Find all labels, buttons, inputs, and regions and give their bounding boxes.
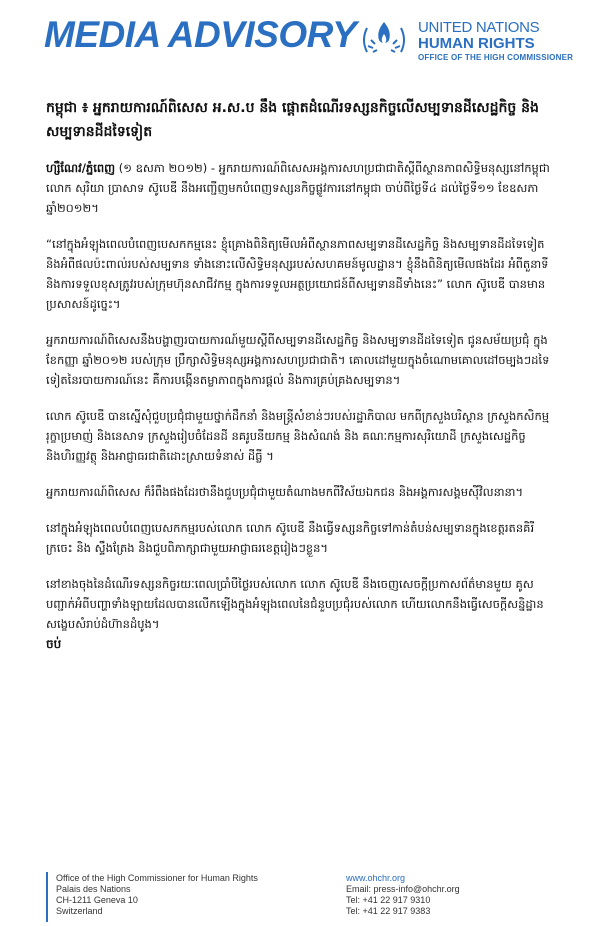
paragraph-6: នៅក្នុងអំឡុងពេលបំពេញបេសកកម្មរបស់លោក លោក ស៊ូបេឌី នឹងធ្វើទស្សនកិច្ចទៅកាន់តំបន់សម្បទានក្នុងខេត្តរតនគិរី ក្រចេះ និង ស្ទឹងត្រែង និងជួបពិភាក្សាជាមួយអាជ្ញាធរខេត្តរៀងៗខ្លួន។ xyxy=(46,521,535,555)
org-line-2: HUMAN RIGHTS xyxy=(418,35,535,52)
advisory-heading: កម្ពុជា ៖ អ្នករាយការណ៍ពិសេស អ.ស.ប នឹង ផ្តោតដំណើរទស្សនកិច្ចលើសម្បទានដីសេដ្ឋកិច្ច និងសម្បទានដីដទៃទៀត xyxy=(46,100,539,140)
footer-divider xyxy=(46,872,48,922)
address-line: Palais des Nations xyxy=(56,884,131,894)
paragraph-2: “នៅក្នុងអំឡុងពេលបំពេញបេសកកម្មនេះ ខ្ញុំគ្រោងពិនិត្យមើលអំពីស្ថានភាពសម្បទានដីសេដ្ឋកិច្ច និងសម្បទានដីដទៃទៀត និងអំពីផលប៉ះពាល់របស់សម្បទាន ទាំងនោះលើសិទ្ធិមនុស្សរបស់សហគមន៍មូលដ្ឋាន។ ខ្ញុំនឹងពិនិត្យមើលផងដែរ អំពីតួនាទីនិងការទទួលខុសត្រូវរបស់ក្រុមហ៊ុនសាជីវកម្ម ក្នុងការទទួលអត្ថប្រយោជន៍ពីសម្បទានដីទាំងនេះ” លោក ស៊ូបេឌី បានមានប្រសាសន៍ដូច្នេះ។ xyxy=(46,237,549,311)
org-line-3: OFFICE OF THE HIGH COMMISSIONER xyxy=(418,53,574,62)
advisory-body xyxy=(46,96,560,654)
phone-line-2: Tel: +41 22 917 9383 xyxy=(346,906,431,916)
phone-line-1: Tel: +41 22 917 9310 xyxy=(346,895,431,905)
paragraph-text: (១ ឧសភា ២០១២) - អ្នករាយការណ៍ពិសេសអង្គការសហប្រជាជាតិស្តីពីស្ថានភាពសិទ្ធិមនុស្សនៅកម្ពុជា លោក សុរិយា ប្រាសាទ ស៊ូបេឌី នឹងអញ្ជើញមកបំពេញទស្សនកិច្ចផ្លូវការនៅកម្ពុជា ចាប់ពីថ្ងៃទី៤ ដល់ថ្ងៃទី១១ ខែឧសភា ឆ្នាំ២០១២។ xyxy=(46,161,550,215)
dateline: ហ្សឺណែវ/ភ្នំពេញ xyxy=(46,161,116,175)
email-line[interactable]: Email: press-info@ohchr.org xyxy=(346,884,460,894)
header xyxy=(0,0,600,80)
address-line: Switzerland xyxy=(56,906,103,916)
website-link[interactable]: www.ohchr.org xyxy=(346,873,406,883)
end-mark: ចប់ xyxy=(46,637,62,651)
paragraph-5: អ្នករាយការណ៍ពិសេស ក៏រំពឹងផងដែរថានឹងជួបប្រជុំជាមួយតំណាងមកពីវិស័យឯកជន និងអង្គការសង្គមស៊ីវិលនានា។ xyxy=(46,485,524,499)
page-title: MEDIA ADVISORY xyxy=(44,14,357,55)
un-human-rights-logo-icon xyxy=(357,14,411,64)
paragraph-1 xyxy=(46,158,560,218)
paragraph-3: អ្នករាយការណ៍ពិសេសនឹងបង្ហាញរបាយការណ៍មួយស្តីពីសម្បទានដីសេដ្ឋកិច្ច និងសម្បទានដីដទៃទៀត ជូនសម័យប្រជុំ ក្នុង ខែកញ្ញា ឆ្នាំ២០១២ របស់ក្រុម ប្រឹក្សាសិទ្ធិមនុស្សអង្គការសហប្រជាជាតិ។ គោលដៅមួយក្នុងចំណោមគោលដៅចម្បងៗដទៃទៀតនៃរបាយការណ៍នេះ គឺការបង្កើនតម្លាភាពក្នុងការផ្តល់ និងការគ្រប់គ្រងសម្បទាន។ xyxy=(46,333,550,387)
org-line-1: UNITED NATIONS xyxy=(418,19,540,36)
footer xyxy=(0,868,600,926)
org-name xyxy=(418,20,573,64)
address-line: Office of the High Commissioner for Human Rights xyxy=(56,873,258,883)
address-line: CH-1211 Geneva 10 xyxy=(56,895,138,905)
footer-address xyxy=(56,873,258,917)
footer-contact xyxy=(346,873,460,917)
paragraph-7: នៅខាងចុងនៃដំណើរទស្សនកិច្ចរយៈពេលប្រាំបីថ្ងៃរបស់លោក លោក ស៊ូបេឌី នឹងចេញសេចក្តីប្រកាសព័ត៌មានមួយ គូសបញ្ជាក់អំពីបញ្ហាទាំងឡាយដែលបានលើកឡើងក្នុងអំឡុងពេលនៃជំនួបប្រជុំរបស់លោក ហើយលោកនឹងធ្វើសេចក្តីសន្និដ្ឋានសង្ខេបសំរាប់ដំហ៊ានដំបូង។ xyxy=(46,577,544,631)
paragraph-4: លោក ស៊ូបេឌី បានស្នើសុំជួបប្រជុំជាមួយថ្នាក់ដឹកនាំ និងមន្ត្រីសំខាន់ៗរបស់រដ្ឋាភិបាល មកពីក្រសួងបរិស្ថាន ក្រសួងកសិកម្ម រុក្ខាប្រមាញ់ និងនេសាទ ក្រសួងរៀបចំដែនដី នគរូបនីយកម្ម និងសំណង់ និង គណៈកម្មការសុរិយោដី ក្រសួងសេដ្ឋកិច្ច និងហិរញ្ញវត្ថុ និងអាជ្ញាធរជាតិដោះស្រាយទំនាស់ ដីធ្លី ។ xyxy=(46,409,550,463)
